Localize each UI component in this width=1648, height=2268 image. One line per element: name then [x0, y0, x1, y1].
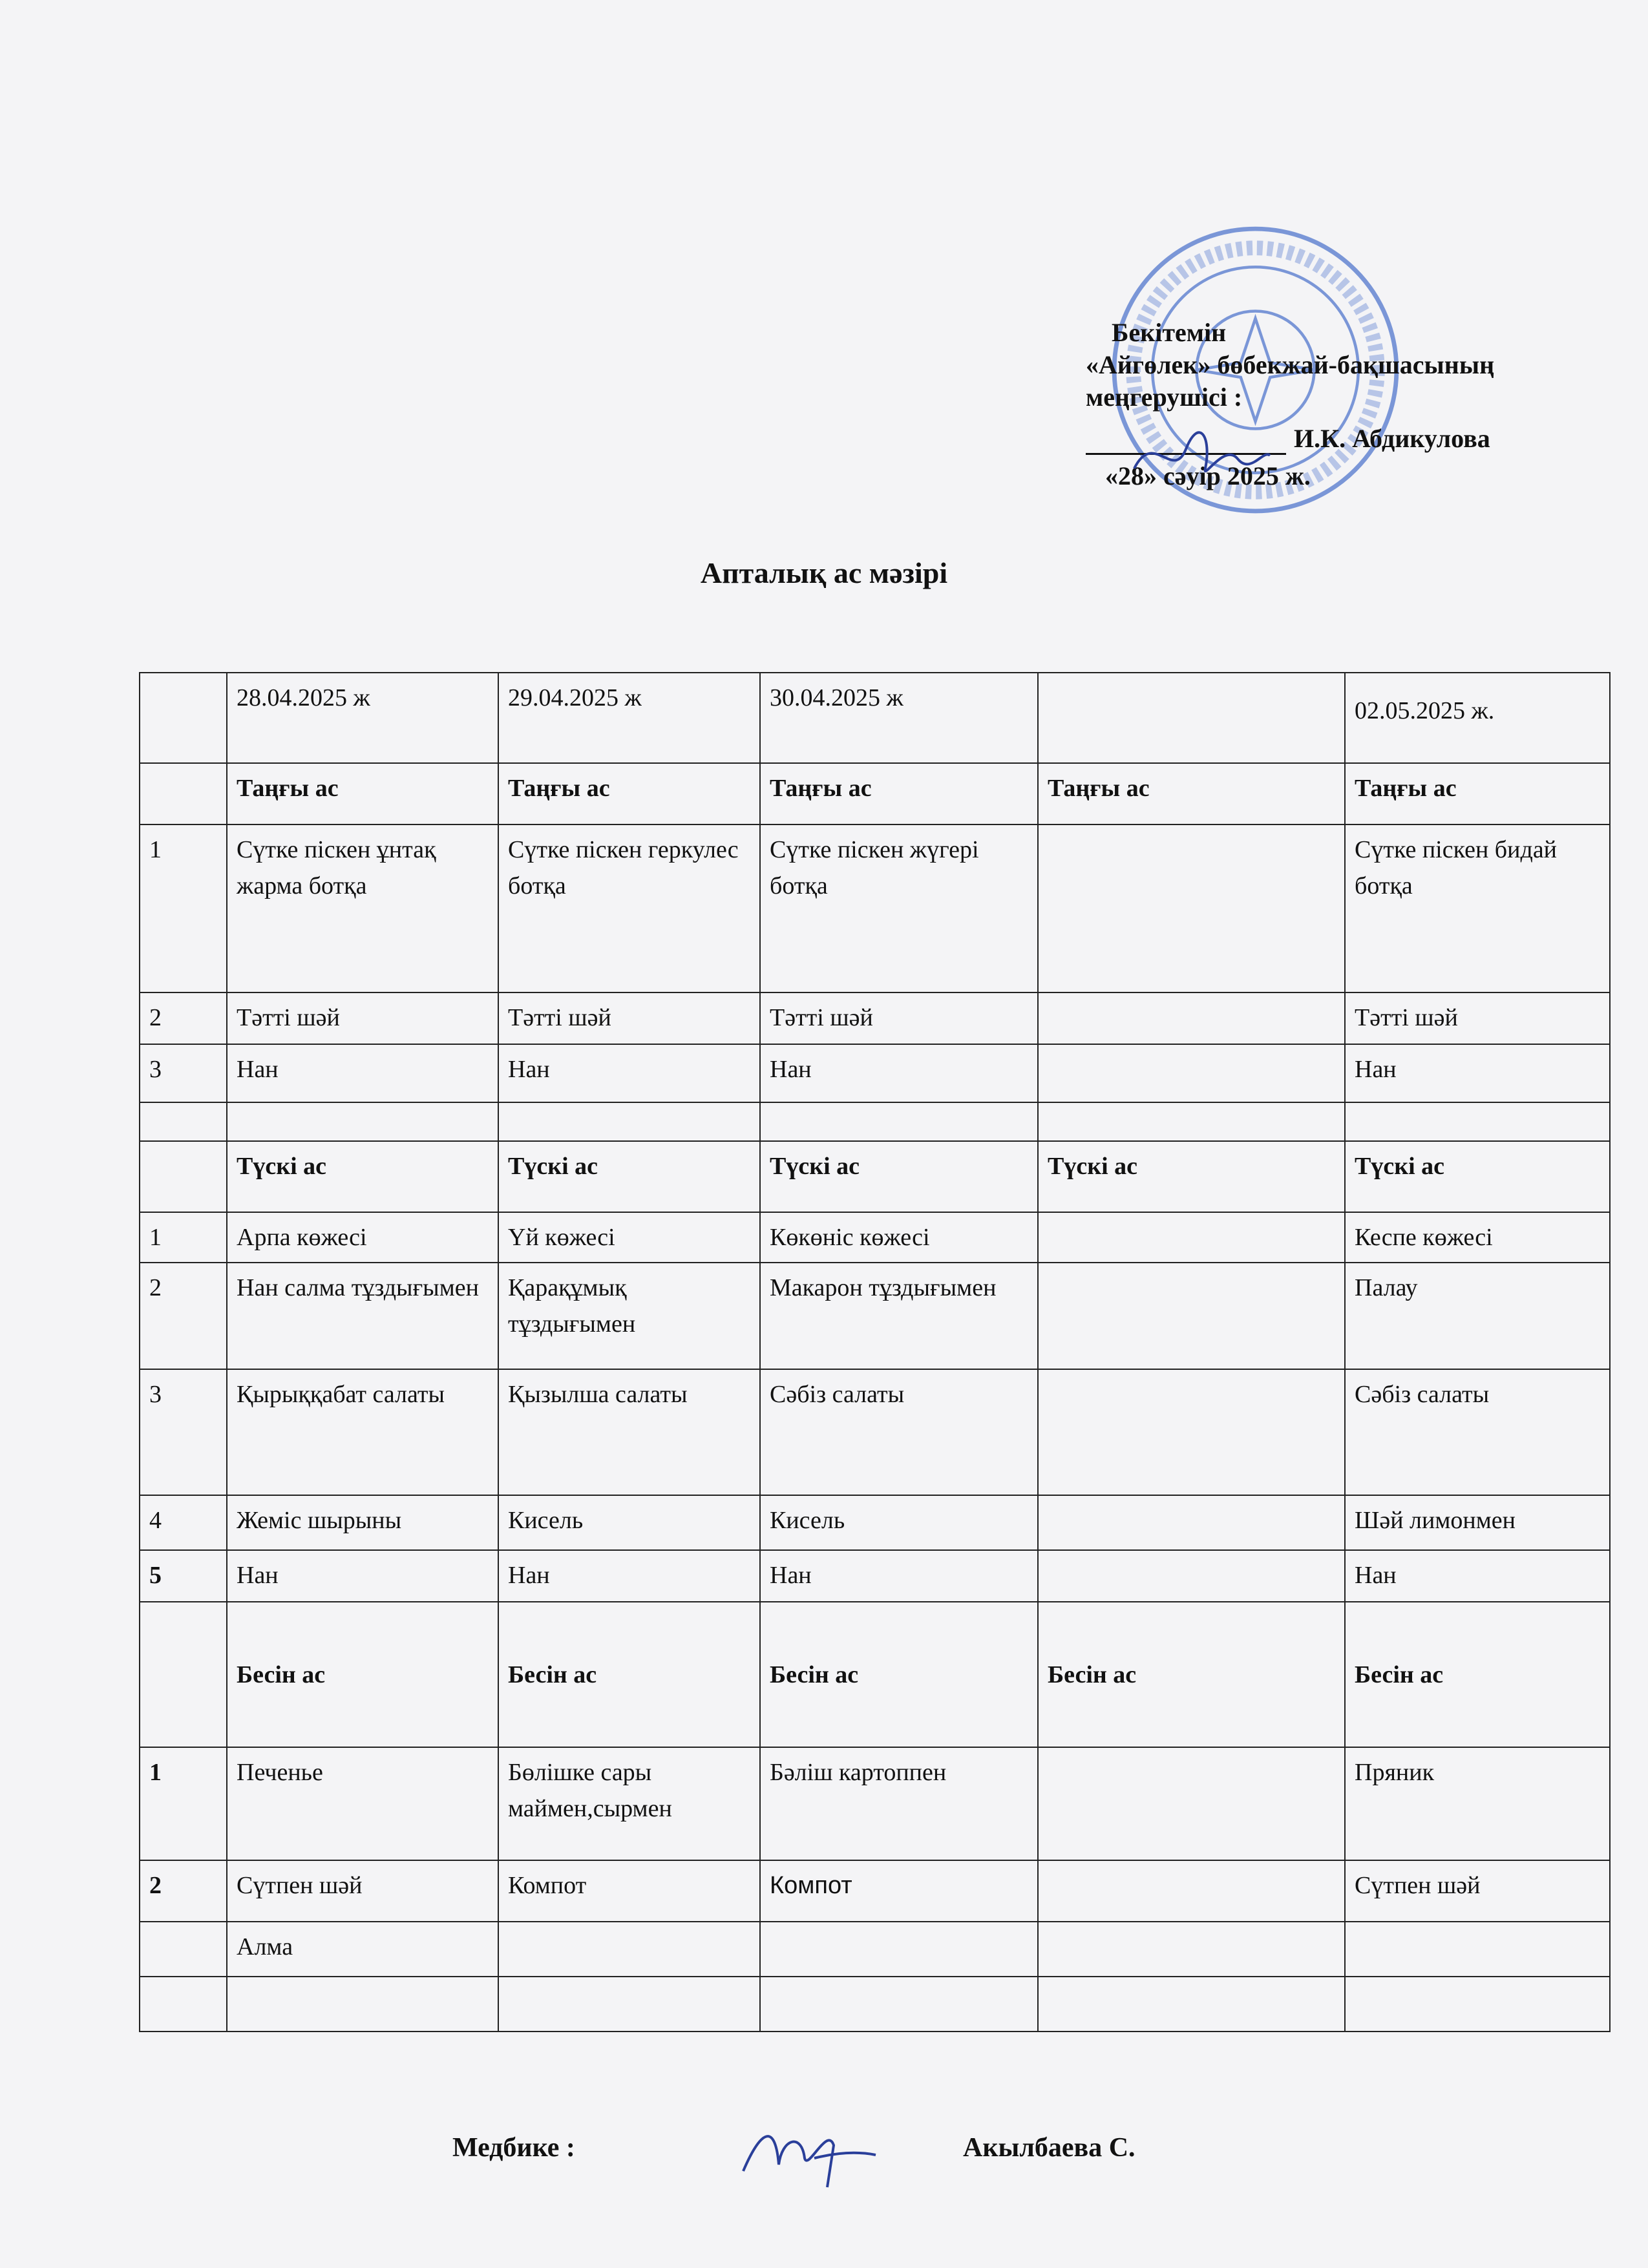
dish-cell: Компот — [498, 1860, 760, 1922]
table-row — [140, 992, 1610, 1044]
dish-cell: Макарон тұздығымен — [760, 1263, 1038, 1369]
dish-cell: Печенье — [227, 1747, 498, 1860]
dish-cell — [1038, 1044, 1345, 1102]
row-number: 2 — [140, 992, 227, 1044]
weekly-menu-table — [139, 672, 1611, 2032]
meal-label: Бесін ас — [760, 1602, 1038, 1747]
meal-label: Түскі ас — [1345, 1141, 1610, 1212]
empty-row — [140, 1102, 1610, 1141]
table-row — [140, 1922, 1610, 1977]
meal-label: Таңғы ас — [498, 763, 760, 824]
dish-cell — [1038, 1369, 1345, 1495]
table-row — [140, 1550, 1610, 1602]
table-row — [140, 1860, 1610, 1922]
dish-cell: Тәтті шәй — [498, 992, 760, 1044]
dish-cell: Тәтті шәй — [227, 992, 498, 1044]
meal-label: Түскі ас — [498, 1141, 760, 1212]
dish-cell: Кисель — [760, 1495, 1038, 1550]
dish-cell — [1038, 1263, 1345, 1369]
breakfast-header-row — [140, 763, 1610, 824]
dish-cell: Нан салма тұздығымен — [227, 1263, 498, 1369]
date-cell: 29.04.2025 ж — [498, 673, 760, 763]
meal-label: Түскі ас — [1038, 1141, 1345, 1212]
row-number: 5 — [140, 1550, 227, 1602]
dish-cell — [760, 1922, 1038, 1977]
dish-cell: Сәбіз салаты — [760, 1369, 1038, 1495]
dish-cell: Нан — [227, 1550, 498, 1602]
corner-cell — [140, 673, 227, 763]
row-number: 1 — [140, 1212, 227, 1263]
dish-cell: Көкөніс көжесі — [760, 1212, 1038, 1263]
meal-label: Бесін ас — [498, 1602, 760, 1747]
meal-label: Таңғы ас — [1038, 763, 1345, 824]
table-row — [140, 1369, 1610, 1495]
dish-cell: Пряник — [1345, 1747, 1610, 1860]
date-cell — [1038, 673, 1345, 763]
nurse-signature — [730, 2113, 879, 2190]
dish-cell: Сүтке піскен жүгері ботқа — [760, 824, 1038, 992]
meal-label: Түскі ас — [760, 1141, 1038, 1212]
dish-cell — [1038, 1747, 1345, 1860]
director-signature — [1128, 423, 1276, 488]
table-row — [140, 1263, 1610, 1369]
dish-cell: Компот — [760, 1860, 1038, 1922]
meal-label: Таңғы ас — [227, 763, 498, 824]
snack-header-row — [140, 1602, 1610, 1747]
dish-cell — [1038, 1212, 1345, 1263]
dish-cell — [1345, 1922, 1610, 1977]
approver-name: И.К. Абдикулова — [1294, 424, 1490, 453]
dish-cell: Қарақұмық тұздығымен — [498, 1263, 760, 1369]
dish-cell: Алма — [227, 1922, 498, 1977]
dish-cell — [1038, 1495, 1345, 1550]
dish-cell: Бәліш картоппен — [760, 1747, 1038, 1860]
row-number: 3 — [140, 1369, 227, 1495]
dates-row — [140, 673, 1610, 763]
dish-cell: Нан — [760, 1044, 1038, 1102]
approval-organization: «Айгөлек» бөбекжай-бақшасының — [1086, 350, 1495, 379]
row-number: 4 — [140, 1495, 227, 1550]
dish-cell: Үй көжесі — [498, 1212, 760, 1263]
table-row — [140, 824, 1610, 992]
dish-cell — [1038, 992, 1345, 1044]
table-row — [140, 1044, 1610, 1102]
dish-cell: Шәй лимонмен — [1345, 1495, 1610, 1550]
dish-cell: Сүтпен шәй — [227, 1860, 498, 1922]
row-number — [140, 1922, 227, 1977]
nurse-name: Акылбаева С. — [963, 2133, 1136, 2163]
dish-cell: Нан — [760, 1550, 1038, 1602]
table-row — [140, 1495, 1610, 1550]
meal-label: Бесін ас — [227, 1602, 498, 1747]
dish-cell: Сүтпен шәй — [1345, 1860, 1610, 1922]
dish-cell: Арпа көжесі — [227, 1212, 498, 1263]
meal-label: Таңғы ас — [760, 763, 1038, 824]
dish-cell: Қырыққабат салаты — [227, 1369, 498, 1495]
dish-cell: Нан — [1345, 1550, 1610, 1602]
row-number: 3 — [140, 1044, 227, 1102]
dish-cell — [1038, 1550, 1345, 1602]
dish-cell — [1038, 824, 1345, 992]
row-number: 1 — [140, 1747, 227, 1860]
dish-cell: Палау — [1345, 1263, 1610, 1369]
table-row — [140, 1747, 1610, 1860]
lunch-header-row — [140, 1141, 1610, 1212]
meal-label: Түскі ас — [227, 1141, 498, 1212]
dish-cell: Тәтті шәй — [760, 992, 1038, 1044]
dish-cell: Қызылша салаты — [498, 1369, 760, 1495]
date-cell: 02.05.2025 ж. — [1345, 673, 1610, 763]
dish-cell: Сүтке піскен бидай ботқа — [1345, 824, 1610, 992]
dish-cell: Бөлішке сары маймен,сырмен — [498, 1747, 760, 1860]
dish-cell: Сүтке піскен геркулес ботқа — [498, 824, 760, 992]
dish-cell: Тәтті шәй — [1345, 992, 1610, 1044]
row-number: 2 — [140, 1860, 227, 1922]
approval-date: «28» сәуір 2025 ж. — [1105, 461, 1311, 490]
dish-cell: Кеспе көжесі — [1345, 1212, 1610, 1263]
dish-cell — [1038, 1922, 1345, 1977]
meal-label: Бесін ас — [1345, 1602, 1610, 1747]
approval-heading: Бекітемін — [1112, 318, 1227, 347]
dish-cell — [498, 1922, 760, 1977]
dish-cell: Нан — [227, 1044, 498, 1102]
date-cell: 30.04.2025 ж — [760, 673, 1038, 763]
approval-position: меңгерушісі : — [1086, 383, 1243, 412]
meal-label: Бесін ас — [1038, 1602, 1345, 1747]
empty-row — [140, 1977, 1610, 2032]
dish-cell: Кисель — [498, 1495, 760, 1550]
meal-label: Таңғы ас — [1345, 763, 1610, 824]
dish-cell: Жеміс шырыны — [227, 1495, 498, 1550]
dish-cell: Нан — [498, 1044, 760, 1102]
dish-cell: Сәбіз салаты — [1345, 1369, 1610, 1495]
date-cell: 28.04.2025 ж — [227, 673, 498, 763]
row-number: 2 — [140, 1263, 227, 1369]
nurse-role: Медбике : — [452, 2133, 575, 2163]
dish-cell: Нан — [498, 1550, 760, 1602]
row-number: 1 — [140, 824, 227, 992]
dish-cell — [1038, 1860, 1345, 1922]
table-row — [140, 1212, 1610, 1263]
dish-cell: Нан — [1345, 1044, 1610, 1102]
dish-cell: Сүтке піскен ұнтақ жарма ботқа — [227, 824, 498, 992]
page-title: Апталық ас мәзірі — [700, 556, 948, 589]
